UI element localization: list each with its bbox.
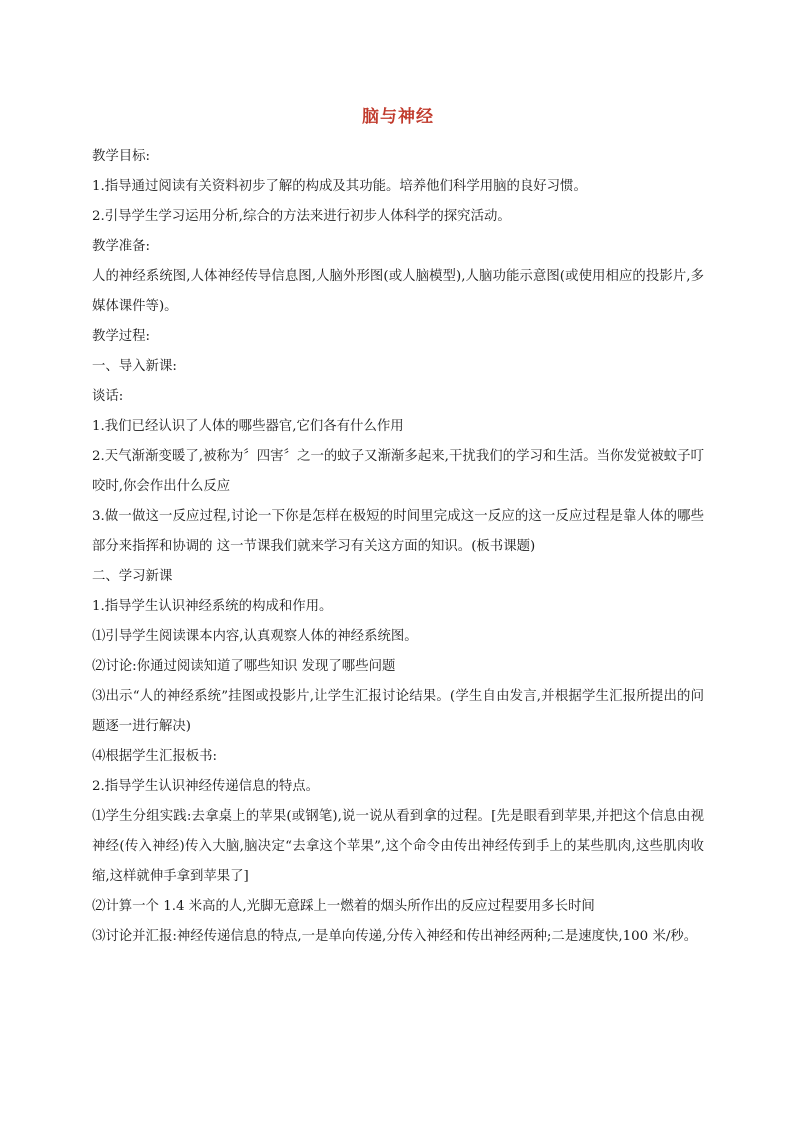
talk-item-2: 2.天气渐渐变暖了,被称为〞四害〞之一的蚊子又渐渐多起来,干扰我们的学习和生活。当你发觉被蚊子叮咬时,你会作出什么反应 bbox=[92, 449, 704, 494]
section-heading-process: 教学过程: bbox=[92, 329, 151, 344]
talk-label: 谈话: bbox=[92, 389, 124, 404]
lesson-step-2-2: ⑵计算一个 1.4 米高的人,光脚无意踩上一燃着的烟头所作出的反应过程要用多长时间 bbox=[92, 899, 595, 914]
lesson-step-2-1: ⑴学生分组实践:去拿桌上的苹果(或钢笔),说一说从看到拿的过程。[先是眼看到苹果,并把这个信息由视神经(传入神经)传入大脑,脑决定“去拿这个苹果”,这个命令由传出神经传到手上的某些肌肉,这些肌肉收缩,这样就伸手拿到苹果了] bbox=[92, 809, 704, 884]
document-title: 脑与神经 bbox=[362, 107, 434, 127]
talk-item-1: 1.我们已经认识了人体的哪些器官,它们各有什么作用 bbox=[92, 419, 404, 434]
objective-item-2: 2.引导学生学习运用分析,综合的方法来进行初步人体科学的探究活动。 bbox=[92, 209, 511, 224]
objective-item-1: 1.指导通过阅读有关资料初步了解的构成及其功能。培养他们科学用脑的良好习惯。 bbox=[92, 179, 587, 194]
lesson-step-1-3: ⑶出示“人的神经系统”挂图或投影片,让学生汇报讨论结果。(学生自由发言,并根据学生汇报所提出的问题逐一进行解决) bbox=[92, 689, 704, 734]
document-page bbox=[92, 104, 704, 952]
section-heading-objectives: 教学目标: bbox=[92, 149, 151, 164]
preparation-text: 人的神经系统图,人体神经传导信息图,人脑外形图(或人脑模型),人脑功能示意图(或使用相应的投影片,多媒体课件等)。 bbox=[92, 269, 704, 314]
talk-item-3: 3.做一做这一反应过程,讨论一下你是怎样在极短的时间里完成这一反应的这一反应过程是靠人体的哪些部分来指挥和协调的 这一节课我们就来学习有关这方面的知识。(板书课题) bbox=[92, 509, 704, 554]
lesson-step-1-1: ⑴引导学生阅读课本内容,认真观察人体的神经系统图。 bbox=[92, 629, 418, 644]
subsection-heading-intro: 一、导入新课: bbox=[92, 359, 177, 374]
lesson-item-1: 1.指导学生认识神经系统的构成和作用。 bbox=[92, 599, 333, 614]
subsection-heading-new-lesson: 二、学习新课 bbox=[92, 569, 173, 584]
lesson-step-1-2: ⑵讨论:你通过阅读知道了哪些知识 发现了哪些问题 bbox=[92, 659, 396, 674]
section-heading-preparation: 教学准备: bbox=[92, 239, 151, 254]
lesson-step-2-3: ⑶讨论并汇报:神经传递信息的特点,一是单向传递,分传入神经和传出神经两种;二是速度快,100 米/秒。 bbox=[92, 929, 698, 944]
lesson-step-1-4: ⑷根据学生汇报板书: bbox=[92, 749, 218, 764]
lesson-item-2: 2.指导学生认识神经传递信息的特点。 bbox=[92, 779, 320, 794]
